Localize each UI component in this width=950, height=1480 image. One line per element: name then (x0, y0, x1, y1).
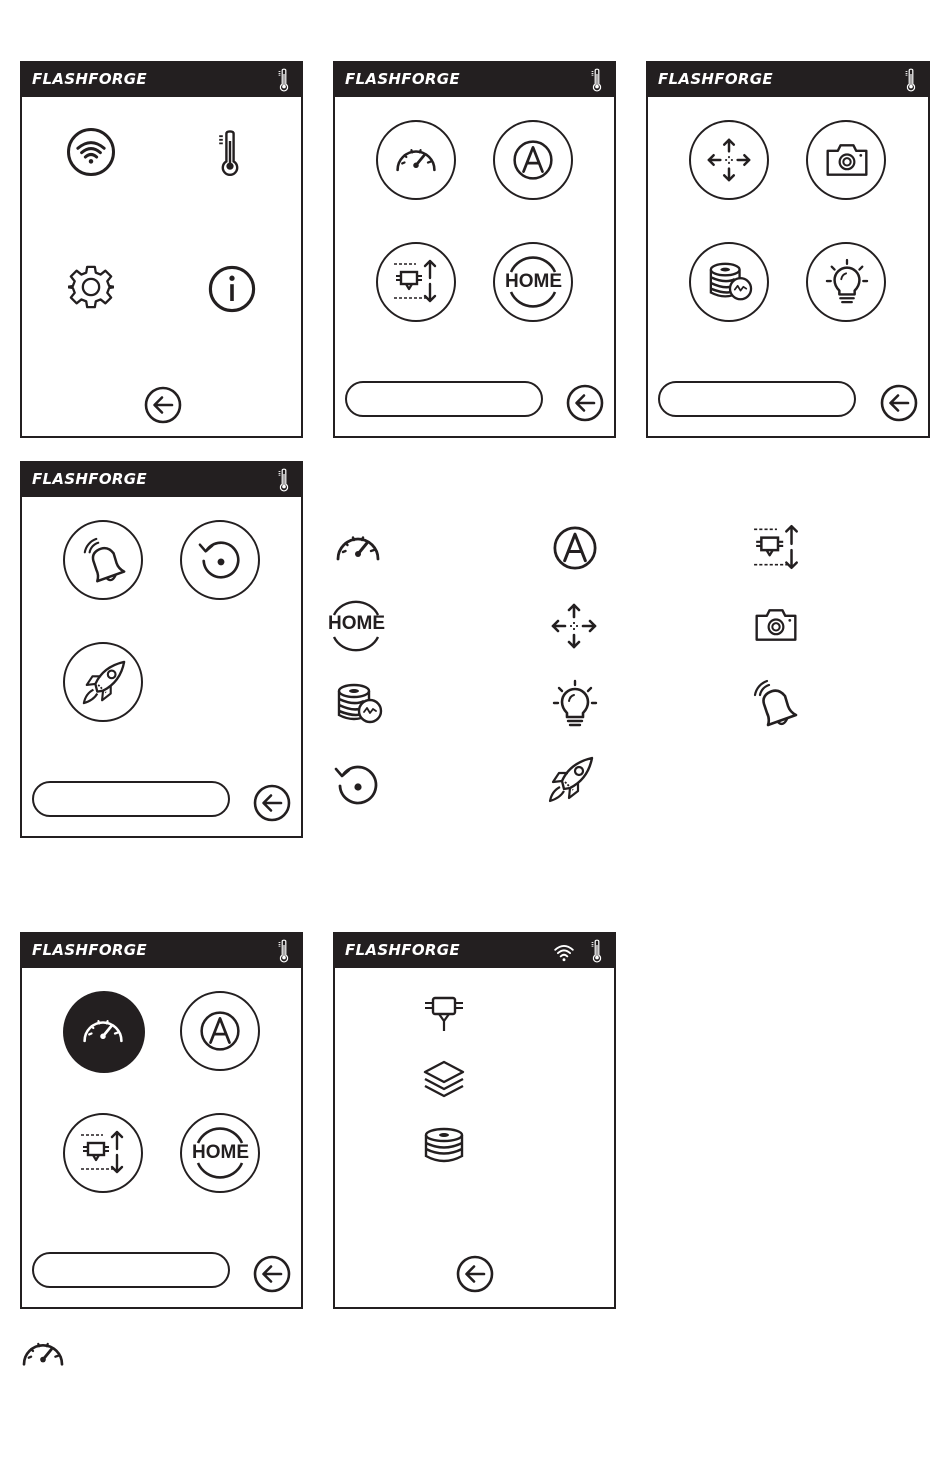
auto-level-icon (512, 139, 554, 181)
spool-icon (421, 1126, 467, 1166)
back-arrow-icon[interactable] (879, 383, 919, 423)
auto-level-button[interactable] (493, 120, 573, 200)
back-arrow-icon[interactable] (252, 783, 292, 823)
speedometer-icon (18, 1332, 68, 1370)
brand-logo: FLASHFORGE (345, 70, 460, 88)
info-icon[interactable] (208, 265, 256, 313)
home-label: HOME (505, 271, 562, 292)
thermometer-icon[interactable] (278, 68, 290, 92)
move-icon (705, 136, 753, 184)
home-label: HOME (192, 1142, 249, 1163)
thermometer-icon[interactable] (591, 68, 603, 92)
rocket-icon (80, 659, 128, 707)
speed-button[interactable] (63, 991, 145, 1073)
resume-print-button[interactable] (180, 520, 260, 600)
speedometer-icon (333, 525, 383, 565)
layers-icon (421, 1058, 467, 1098)
thermometer-icon[interactable] (905, 68, 917, 92)
rocket-icon (546, 755, 596, 805)
brand-logo: FLASHFORGE (32, 470, 147, 488)
auto-level-icon (199, 1010, 241, 1052)
camera-icon (753, 606, 799, 644)
filament-detect-icon (706, 260, 754, 304)
camera-button[interactable] (806, 120, 886, 200)
z-offset-button[interactable] (63, 1113, 143, 1193)
header-bar (22, 63, 301, 97)
buzzer-button[interactable] (63, 520, 143, 600)
move-button[interactable] (689, 120, 769, 200)
thermometer-icon[interactable] (278, 468, 290, 492)
buzzer-icon (80, 537, 128, 585)
back-arrow-icon[interactable] (143, 385, 183, 425)
gear-icon[interactable] (68, 264, 114, 310)
status-field (32, 781, 230, 817)
status-field (345, 381, 543, 417)
camera-icon (824, 141, 870, 179)
z-offset-icon (752, 523, 804, 571)
thermometer-icon[interactable] (278, 939, 290, 963)
brand-logo: FLASHFORGE (32, 70, 147, 88)
auto-level-icon (552, 525, 598, 571)
z-offset-icon (79, 1129, 129, 1175)
rocket-button[interactable] (63, 642, 143, 722)
thermometer-icon[interactable] (217, 129, 243, 177)
header-bar (648, 63, 928, 97)
brand-logo: FLASHFORGE (658, 70, 773, 88)
resume-print-icon (333, 760, 383, 810)
filament-detect-button[interactable] (689, 242, 769, 322)
speedometer-icon (80, 1009, 126, 1047)
tools-page-3 (20, 461, 303, 838)
extruder-icon (421, 994, 467, 1034)
header-bar (22, 463, 301, 497)
light-icon (825, 258, 869, 306)
wifi-icon[interactable] (551, 941, 577, 963)
buzzer-icon (750, 679, 800, 729)
header-bar (22, 934, 301, 968)
icon-legend (320, 515, 820, 815)
back-arrow-icon[interactable] (252, 1254, 292, 1294)
filament-detect-icon (334, 681, 384, 727)
header-bar (335, 934, 614, 968)
z-offset-icon (392, 258, 442, 304)
status-screen (333, 932, 616, 1309)
light-button[interactable] (806, 242, 886, 322)
tools-page-1-selected (20, 932, 303, 1309)
home-label: HOME (328, 613, 385, 634)
thermometer-icon[interactable] (591, 939, 603, 963)
back-arrow-icon[interactable] (565, 383, 605, 423)
brand-logo: FLASHFORGE (32, 941, 147, 959)
home-button[interactable] (493, 242, 573, 322)
back-arrow-icon[interactable] (455, 1254, 495, 1294)
status-field (32, 1252, 230, 1288)
wifi-icon[interactable] (66, 127, 116, 177)
auto-level-button[interactable] (180, 991, 260, 1071)
speed-button[interactable] (376, 120, 456, 200)
header-bar (335, 63, 614, 97)
speedometer-icon (393, 138, 439, 176)
home-button[interactable] (180, 1113, 260, 1193)
resume-print-icon (197, 536, 245, 584)
tools-page-1 (333, 61, 616, 438)
status-field (658, 381, 856, 417)
tools-screen (20, 61, 303, 438)
tools-page-2 (646, 61, 930, 438)
brand-logo: FLASHFORGE (345, 941, 460, 959)
z-offset-button[interactable] (376, 242, 456, 322)
light-icon (552, 679, 598, 729)
move-icon (549, 601, 599, 651)
